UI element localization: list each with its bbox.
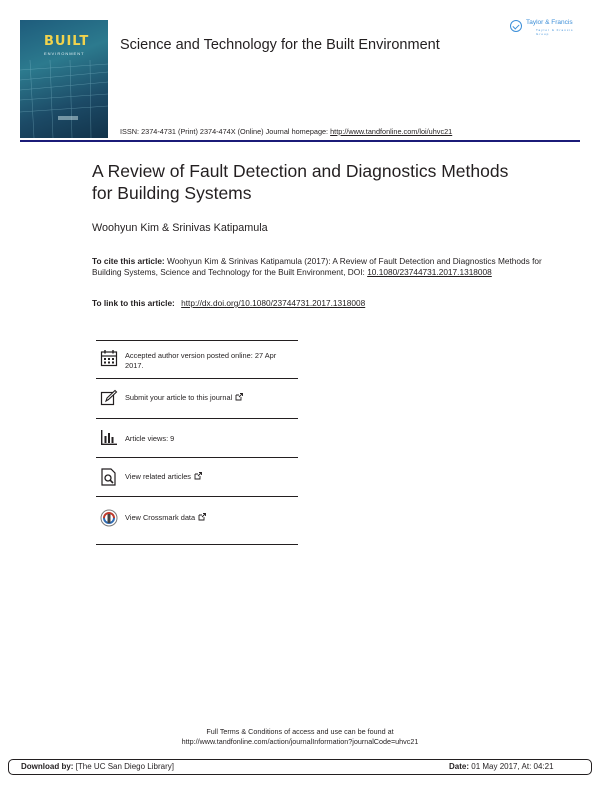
views-row <box>96 419 298 458</box>
accepted-row <box>96 340 298 379</box>
download-date-value: 01 May 2017, At: 04:21 <box>471 762 554 771</box>
related-articles-icon <box>100 468 118 486</box>
download-by-value: [The UC San Diego Library] <box>75 762 174 771</box>
terms-url-link[interactable]: http://www.tandfonline.com/action/journalInformation?journalCode=uhvc21 <box>181 737 419 746</box>
submit-row[interactable] <box>96 379 298 419</box>
article-title: A Review of Fault Detection and Diagnostics Methods for Building Systems <box>92 161 509 203</box>
related-row[interactable] <box>96 458 298 497</box>
download-info-bar <box>8 759 592 775</box>
download-by-label: Download by: <box>21 762 74 771</box>
submit-article-label: Submit your article to this journal <box>125 393 233 402</box>
terms-line: Full Terms & Conditions of access and use can be found at <box>206 727 394 736</box>
issn-text: ISSN: 2374-4731 (Print) 2374-474X (Online) Journal homepage: <box>120 127 329 136</box>
article-authors: Woohyun Kim & Srinivas Katipamula <box>92 222 268 234</box>
cover-subtitle: ENVIRONMENT <box>44 51 85 56</box>
citation-label: To cite this article: <box>92 256 165 266</box>
bar-chart-icon <box>100 429 118 447</box>
publisher-name: Taylor & Francis <box>526 19 573 26</box>
view-crossmark-label: View Crossmark data <box>125 513 196 522</box>
issn-line <box>120 127 452 136</box>
terms-note <box>0 727 600 747</box>
external-link-icon <box>194 472 202 480</box>
download-date-label: Date: <box>449 762 470 771</box>
download-by <box>21 760 174 774</box>
journal-title: Science and Technology for the Built Environment <box>120 37 440 53</box>
crossmark-icon <box>100 509 118 527</box>
citation-block <box>92 256 542 278</box>
publisher-logo-icon <box>510 20 522 32</box>
citation-doi-link[interactable]: 10.1080/23744731.2017.1318008 <box>367 267 492 277</box>
article-views-text: Article views: 9 <box>125 434 175 443</box>
article-link-line <box>92 298 365 308</box>
publisher-group: Taylor & Francis Group <box>536 28 574 36</box>
header-divider <box>20 140 580 142</box>
download-date <box>449 760 554 774</box>
submit-article-link[interactable] <box>125 393 297 403</box>
article-doi-url[interactable]: http://dx.doi.org/10.1080/23744731.2017.1318008 <box>181 298 366 308</box>
cover-title: BUILT <box>44 34 90 49</box>
calendar-icon <box>100 349 118 367</box>
journal-cover-image <box>20 20 108 138</box>
publisher-logo[interactable] <box>510 18 584 36</box>
crossmark-row[interactable] <box>96 497 298 545</box>
view-related-label: View related articles <box>125 472 191 481</box>
accepted-date-text: Accepted author version posted online: 27 Apr 2017. <box>125 351 277 370</box>
article-info-box <box>96 340 298 545</box>
view-crossmark-link[interactable] <box>125 513 297 523</box>
external-link-icon <box>235 393 243 401</box>
external-link-icon <box>198 513 206 521</box>
article-link-label: To link to this article: <box>92 298 175 308</box>
view-related-link[interactable] <box>125 472 297 482</box>
edit-icon <box>100 389 118 407</box>
citation-text: Woohyun Kim & Srinivas Katipamula (2017): A Review of Fault Detection and Diagnostics Methods for Building Systems, Science and Technology for the Built Environment, DOI: <box>92 256 542 277</box>
journal-homepage-link[interactable]: http://www.tandfonline.com/loi/uhvc21 <box>330 127 453 136</box>
